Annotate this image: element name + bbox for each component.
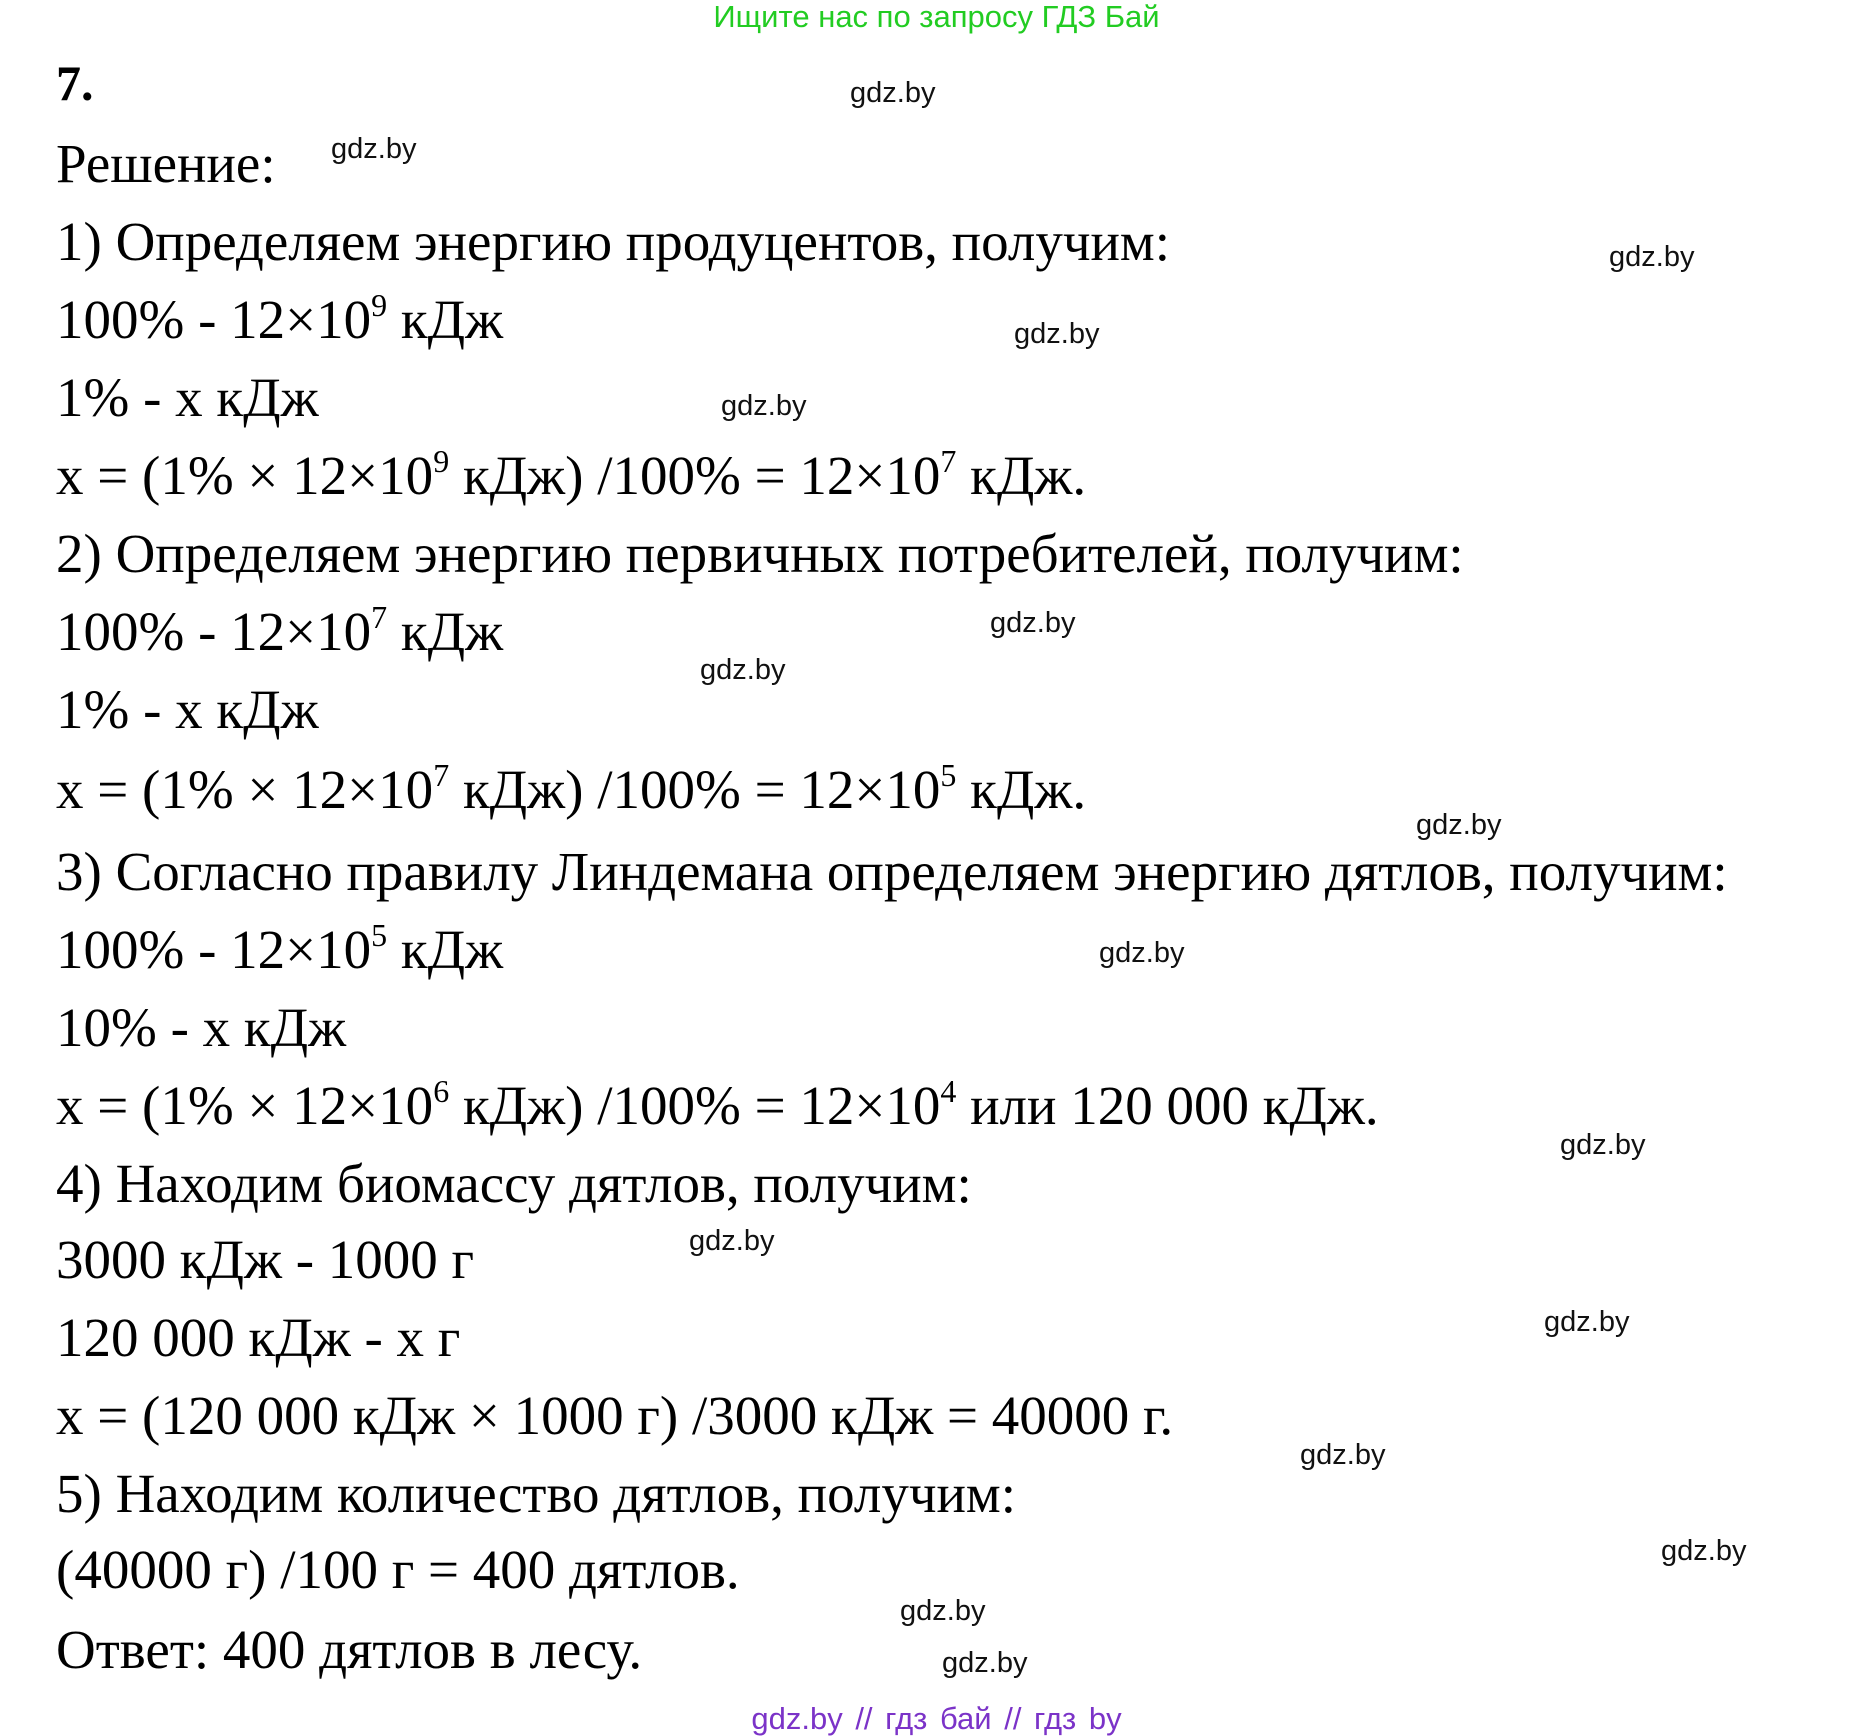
solution-line (56, 917, 504, 987)
line-text: кДж) /100% = 12×10 (449, 445, 941, 506)
solution-line (56, 1464, 1016, 1524)
search-hint-banner: Ищите нас по запросу ГДЗ Бай (713, 0, 1160, 34)
line-text: 100% - 12×10 (56, 601, 372, 662)
solution-line (56, 524, 1464, 584)
line-text: Ответ: 400 дятлов в лесу. (56, 1619, 643, 1680)
watermark: gdz.by (1014, 318, 1100, 350)
problem-number: 7. (56, 55, 94, 111)
solution-line (56, 1230, 474, 1290)
watermark: gdz.by (1300, 1439, 1386, 1471)
solution-line (56, 368, 319, 428)
line-text: 4) Находим биомассу дятлов, получим: (56, 1153, 972, 1214)
watermark: gdz.by (689, 1225, 775, 1257)
solution-line (56, 998, 346, 1058)
line-text: (40000 г) /100 г = 400 дятлов. (56, 1539, 740, 1600)
line-text: х = (1% × 12×10 (56, 1075, 434, 1136)
watermark: gdz.by (942, 1647, 1028, 1679)
watermark: gdz.by (900, 1595, 986, 1627)
line-text: 2) Определяем энергию первичных потребителей, получим: (56, 523, 1464, 584)
exponent: 4 (940, 1073, 957, 1109)
watermark: gdz.by (1099, 937, 1185, 969)
line-text: Решение: (56, 133, 276, 194)
line-text: кДж (387, 601, 504, 662)
line-text: х = (1% × 12×10 (56, 445, 434, 506)
line-text: 1) Определяем энергию продуцентов, получим: (56, 211, 1171, 272)
footer-links: gdz.by // гдз бай // гдз by (751, 1701, 1122, 1736)
exponent: 7 (433, 757, 450, 793)
watermark: gdz.by (1416, 809, 1502, 841)
line-text: 100% - 12×10 (56, 289, 372, 350)
watermark: gdz.by (1609, 241, 1695, 273)
watermark: gdz.by (331, 133, 417, 165)
line-text: кДж (387, 919, 504, 980)
solution-heading (56, 134, 276, 194)
line-text: х = (120 000 кДж × 1000 г) /3000 кДж = 40000 г. (56, 1385, 1174, 1446)
line-text: кДж) /100% = 12×10 (449, 1075, 941, 1136)
exponent: 9 (433, 443, 450, 479)
solution-line (56, 1540, 740, 1600)
exponent: 6 (433, 1073, 450, 1109)
line-text: 1% - х кДж (56, 679, 319, 740)
exponent: 7 (371, 599, 388, 635)
solution-line (56, 1154, 972, 1214)
line-text: х = (1% × 12×10 (56, 759, 434, 820)
solution-line (56, 1073, 1379, 1143)
line-text: 3) Согласно правилу Линдемана определяем энергию дятлов, получим: (56, 841, 1728, 902)
exponent: 5 (940, 757, 957, 793)
line-text: кДж. (956, 445, 1087, 506)
watermark: gdz.by (721, 390, 807, 422)
line-text: 100% - 12×10 (56, 919, 372, 980)
watermark: gdz.by (990, 607, 1076, 639)
watermark: gdz.by (850, 77, 936, 109)
solution-line (56, 1386, 1173, 1446)
exponent: 5 (371, 917, 388, 953)
solution-line (56, 212, 1170, 272)
solution-line (56, 599, 504, 669)
exponent: 9 (371, 287, 388, 323)
solution-line (56, 1620, 642, 1680)
watermark: gdz.by (1544, 1306, 1630, 1338)
exponent: 7 (940, 443, 957, 479)
line-text: 10% - х кДж (56, 997, 347, 1058)
line-text: 5) Находим количество дятлов, получим: (56, 1463, 1017, 1524)
solution-line (56, 680, 319, 740)
line-text: 120 000 кДж - х г (56, 1307, 461, 1368)
solution-line (56, 287, 504, 357)
watermark: gdz.by (1560, 1129, 1646, 1161)
line-text: 3000 кДж - 1000 г (56, 1229, 475, 1290)
watermark: gdz.by (1661, 1535, 1747, 1567)
line-text: или 120 000 кДж. (956, 1075, 1379, 1136)
solution-line (56, 443, 1087, 513)
solution-line (56, 757, 1087, 827)
line-text: кДж (387, 289, 504, 350)
line-text: 1% - х кДж (56, 367, 319, 428)
solution-line (56, 1308, 460, 1368)
solution-line (56, 842, 1728, 902)
line-text: кДж. (956, 759, 1087, 820)
line-text: кДж) /100% = 12×10 (449, 759, 941, 820)
watermark: gdz.by (700, 654, 786, 686)
